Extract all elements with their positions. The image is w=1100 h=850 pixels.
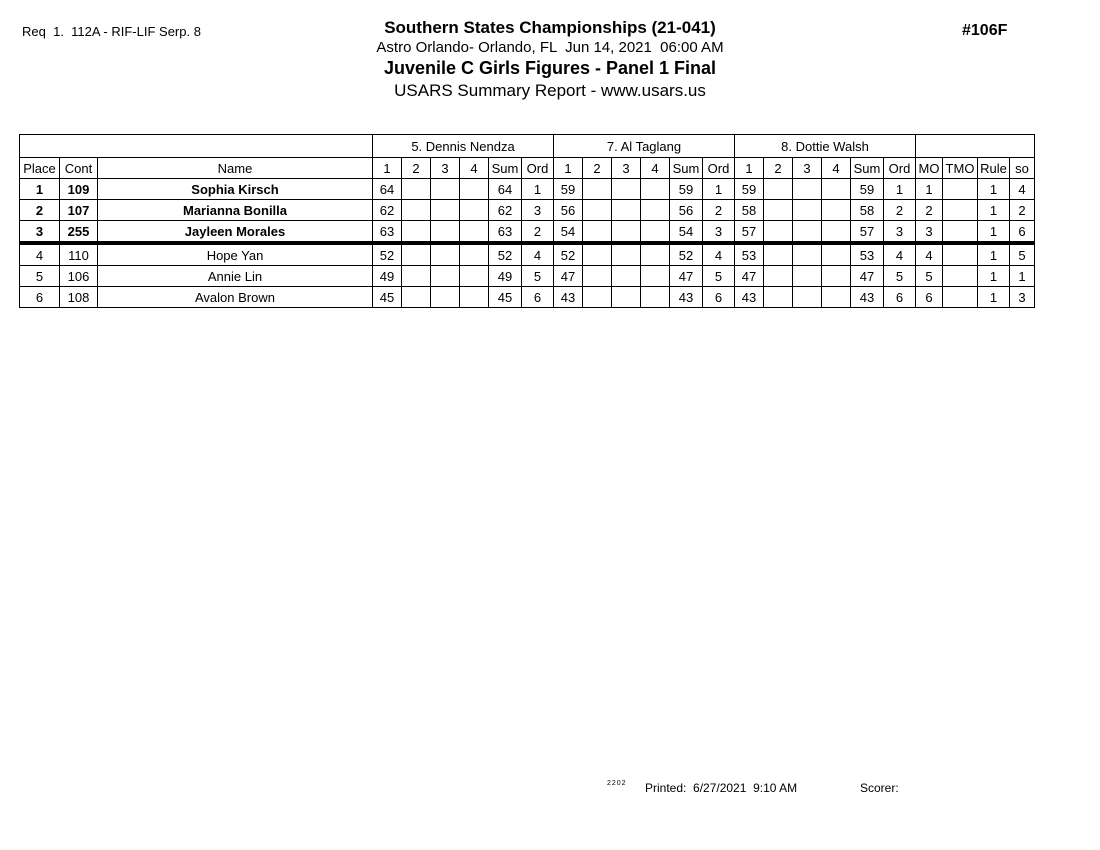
col-j7-4: 4 <box>641 158 670 179</box>
cell-j8-s1: 47 <box>735 266 764 287</box>
cell-rule: 1 <box>978 179 1010 200</box>
cell-j8-sum: 43 <box>851 287 884 308</box>
cell-j5-s3 <box>431 221 460 244</box>
cell-j8-s1: 59 <box>735 179 764 200</box>
cell-tmo <box>943 287 978 308</box>
cell-name: Marianna Bonilla <box>98 200 373 221</box>
cell-j7-s4 <box>641 243 670 266</box>
cell-j5-ord: 1 <box>522 179 554 200</box>
cell-j5-sum: 45 <box>489 287 522 308</box>
cell-j5-s3 <box>431 179 460 200</box>
cell-j5-ord: 2 <box>522 221 554 244</box>
cell-j8-s2 <box>764 243 793 266</box>
cell-j7-s4 <box>641 179 670 200</box>
col-j5-ord: Ord <box>522 158 554 179</box>
cell-j5-sum: 52 <box>489 243 522 266</box>
cell-j7-s4 <box>641 221 670 244</box>
cell-j7-s4 <box>641 287 670 308</box>
cell-tmo <box>943 221 978 244</box>
cell-j5-sum: 62 <box>489 200 522 221</box>
cell-j5-sum: 63 <box>489 221 522 244</box>
cell-so: 6 <box>1010 221 1035 244</box>
cell-name: Annie Lin <box>98 266 373 287</box>
cell-j7-ord: 2 <box>703 200 735 221</box>
table-row <box>20 243 1035 266</box>
cell-j8-s4 <box>822 179 851 200</box>
table-row <box>20 200 1035 221</box>
cell-name: Hope Yan <box>98 243 373 266</box>
cell-j8-sum: 47 <box>851 266 884 287</box>
cell-j7-sum: 56 <box>670 200 703 221</box>
table-row <box>20 287 1035 308</box>
spacer-cell <box>20 135 373 158</box>
cell-mo: 3 <box>916 221 943 244</box>
cell-j8-s3 <box>793 200 822 221</box>
col-j5-1: 1 <box>373 158 402 179</box>
cell-j8-s3 <box>793 221 822 244</box>
cell-j8-ord: 4 <box>884 243 916 266</box>
col-j8-2: 2 <box>764 158 793 179</box>
cell-mo: 4 <box>916 243 943 266</box>
col-j5-sum: Sum <box>489 158 522 179</box>
cell-j8-s2 <box>764 179 793 200</box>
venue-date-line: Astro Orlando- Orlando, FL Jun 14, 2021 06:00 AM <box>376 39 724 56</box>
cell-j7-s1: 54 <box>554 221 583 244</box>
cell-j5-s3 <box>431 287 460 308</box>
cell-j8-ord: 6 <box>884 287 916 308</box>
cell-tmo <box>943 266 978 287</box>
cell-cont: 255 <box>60 221 98 244</box>
cell-j7-s4 <box>641 266 670 287</box>
cell-j8-s3 <box>793 179 822 200</box>
cell-j8-s2 <box>764 266 793 287</box>
event-title: Southern States Championships (21-041) <box>384 18 716 37</box>
cell-mo: 2 <box>916 200 943 221</box>
cell-j5-ord: 5 <box>522 266 554 287</box>
cell-name: Avalon Brown <box>98 287 373 308</box>
cell-j8-s1: 58 <box>735 200 764 221</box>
cell-so: 4 <box>1010 179 1035 200</box>
cell-j7-s3 <box>612 243 641 266</box>
col-so: so <box>1010 158 1035 179</box>
cell-j8-s4 <box>822 200 851 221</box>
col-j7-sum: Sum <box>670 158 703 179</box>
cell-so: 3 <box>1010 287 1035 308</box>
cell-cont: 107 <box>60 200 98 221</box>
cell-j7-s3 <box>612 221 641 244</box>
table-row <box>20 179 1035 200</box>
cell-j7-ord: 1 <box>703 179 735 200</box>
cell-j7-s1: 56 <box>554 200 583 221</box>
col-j8-4: 4 <box>822 158 851 179</box>
judge-5-name: 5. Dennis Nendza <box>373 135 554 158</box>
judges-row <box>20 135 1035 158</box>
cell-place: 3 <box>20 221 60 244</box>
cell-name: Sophia Kirsch <box>98 179 373 200</box>
table-row <box>20 221 1035 244</box>
cell-cont: 106 <box>60 266 98 287</box>
cell-j7-s2 <box>583 221 612 244</box>
cell-so: 2 <box>1010 200 1035 221</box>
cell-j5-sum: 64 <box>489 179 522 200</box>
cell-j5-s1: 49 <box>373 266 402 287</box>
cell-j5-s2 <box>402 266 431 287</box>
cell-j5-s1: 45 <box>373 287 402 308</box>
col-j5-4: 4 <box>460 158 489 179</box>
cell-j5-s3 <box>431 243 460 266</box>
cell-mo: 6 <box>916 287 943 308</box>
cell-j7-s2 <box>583 179 612 200</box>
cell-j8-sum: 59 <box>851 179 884 200</box>
cell-tmo <box>943 179 978 200</box>
cell-j5-s1: 63 <box>373 221 402 244</box>
cell-j5-s2 <box>402 221 431 244</box>
cell-j7-s3 <box>612 179 641 200</box>
cell-place: 1 <box>20 179 60 200</box>
cell-j8-s3 <box>793 243 822 266</box>
cell-j5-s3 <box>431 200 460 221</box>
cell-j8-ord: 2 <box>884 200 916 221</box>
cell-j5-s3 <box>431 266 460 287</box>
cell-j5-s4 <box>460 243 489 266</box>
cell-j8-ord: 5 <box>884 266 916 287</box>
cell-j7-s1: 47 <box>554 266 583 287</box>
cell-j7-sum: 59 <box>670 179 703 200</box>
cell-j5-s1: 52 <box>373 243 402 266</box>
results-table <box>19 134 1035 308</box>
cell-rule: 1 <box>978 200 1010 221</box>
cell-j5-s2 <box>402 179 431 200</box>
col-cont: Cont <box>60 158 98 179</box>
report-header <box>0 18 1100 101</box>
results-tbody <box>20 179 1035 308</box>
cell-rule: 1 <box>978 243 1010 266</box>
cell-j8-s1: 57 <box>735 221 764 244</box>
version-mark: 2202 <box>607 780 627 787</box>
cell-j7-s1: 43 <box>554 287 583 308</box>
col-tmo: TMO <box>943 158 978 179</box>
cell-j5-s2 <box>402 287 431 308</box>
col-j7-3: 3 <box>612 158 641 179</box>
cell-mo: 5 <box>916 266 943 287</box>
cell-j8-s1: 43 <box>735 287 764 308</box>
cell-j7-ord: 6 <box>703 287 735 308</box>
col-j7-2: 2 <box>583 158 612 179</box>
cell-rule: 1 <box>978 287 1010 308</box>
cell-j5-s4 <box>460 287 489 308</box>
col-rule: Rule <box>978 158 1010 179</box>
cell-j8-s4 <box>822 221 851 244</box>
cell-j7-s3 <box>612 200 641 221</box>
cell-j7-sum: 52 <box>670 243 703 266</box>
scorer-label: Scorer: <box>860 781 899 795</box>
col-j7-ord: Ord <box>703 158 735 179</box>
cell-j7-s2 <box>583 287 612 308</box>
cell-cont: 109 <box>60 179 98 200</box>
cell-j7-sum: 47 <box>670 266 703 287</box>
cell-j7-ord: 5 <box>703 266 735 287</box>
cell-j7-s2 <box>583 266 612 287</box>
cell-j7-s3 <box>612 287 641 308</box>
cell-cont: 108 <box>60 287 98 308</box>
cell-place: 2 <box>20 200 60 221</box>
cell-j8-s4 <box>822 287 851 308</box>
col-j7-1: 1 <box>554 158 583 179</box>
cell-j8-s2 <box>764 200 793 221</box>
cell-j7-s4 <box>641 200 670 221</box>
cell-j7-s2 <box>583 200 612 221</box>
col-j8-1: 1 <box>735 158 764 179</box>
cell-j7-ord: 4 <box>703 243 735 266</box>
req-label: Req 1. 112A - RIF-LIF Serp. 8 <box>22 24 201 39</box>
cell-j5-sum: 49 <box>489 266 522 287</box>
cell-j8-s3 <box>793 287 822 308</box>
cell-j5-s4 <box>460 221 489 244</box>
judge-8-name: 8. Dottie Walsh <box>735 135 916 158</box>
event-name-line: Juvenile C Girls Figures - Panel 1 Final <box>383 58 717 78</box>
col-j5-2: 2 <box>402 158 431 179</box>
cell-j8-s4 <box>822 266 851 287</box>
cell-j5-s2 <box>402 243 431 266</box>
cell-rule: 1 <box>978 221 1010 244</box>
cell-j7-sum: 43 <box>670 287 703 308</box>
cell-j5-s4 <box>460 200 489 221</box>
printed-timestamp: Printed: 6/27/2021 9:10 AM <box>645 781 798 795</box>
cell-j8-sum: 57 <box>851 221 884 244</box>
cell-j5-s4 <box>460 179 489 200</box>
cell-so: 1 <box>1010 266 1035 287</box>
cell-j8-sum: 58 <box>851 200 884 221</box>
cell-j7-ord: 3 <box>703 221 735 244</box>
cell-mo: 1 <box>916 179 943 200</box>
cell-place: 6 <box>20 287 60 308</box>
cell-j7-s1: 52 <box>554 243 583 266</box>
cell-place: 5 <box>20 266 60 287</box>
cell-j8-s4 <box>822 243 851 266</box>
cell-j8-s2 <box>764 287 793 308</box>
cell-j8-s3 <box>793 266 822 287</box>
table-row <box>20 266 1035 287</box>
cell-j8-sum: 53 <box>851 243 884 266</box>
cell-j5-s4 <box>460 266 489 287</box>
cell-j8-s2 <box>764 221 793 244</box>
judge-7-name: 7. Al Taglang <box>554 135 735 158</box>
col-name: Name <box>98 158 373 179</box>
cell-j5-ord: 3 <box>522 200 554 221</box>
cell-cont: 110 <box>60 243 98 266</box>
col-j8-ord: Ord <box>884 158 916 179</box>
report-type-line: USARS Summary Report - www.usars.us <box>394 81 706 100</box>
cell-j8-ord: 3 <box>884 221 916 244</box>
cell-tmo <box>943 243 978 266</box>
spacer-cell <box>916 135 1035 158</box>
col-j5-3: 3 <box>431 158 460 179</box>
column-header-row <box>20 158 1035 179</box>
cell-name: Jayleen Morales <box>98 221 373 244</box>
cell-j8-ord: 1 <box>884 179 916 200</box>
col-j8-3: 3 <box>793 158 822 179</box>
doc-code: #106F <box>962 22 1008 39</box>
cell-so: 5 <box>1010 243 1035 266</box>
cell-j5-ord: 6 <box>522 287 554 308</box>
col-place: Place <box>20 158 60 179</box>
cell-j7-s1: 59 <box>554 179 583 200</box>
cell-tmo <box>943 200 978 221</box>
cell-j5-s1: 62 <box>373 200 402 221</box>
cell-j5-s2 <box>402 200 431 221</box>
cell-j5-ord: 4 <box>522 243 554 266</box>
col-j8-sum: Sum <box>851 158 884 179</box>
cell-place: 4 <box>20 243 60 266</box>
col-mo: MO <box>916 158 943 179</box>
cell-j7-s2 <box>583 243 612 266</box>
cell-j5-s1: 64 <box>373 179 402 200</box>
cell-j7-s3 <box>612 266 641 287</box>
cell-rule: 1 <box>978 266 1010 287</box>
cell-j7-sum: 54 <box>670 221 703 244</box>
cell-j8-s1: 53 <box>735 243 764 266</box>
